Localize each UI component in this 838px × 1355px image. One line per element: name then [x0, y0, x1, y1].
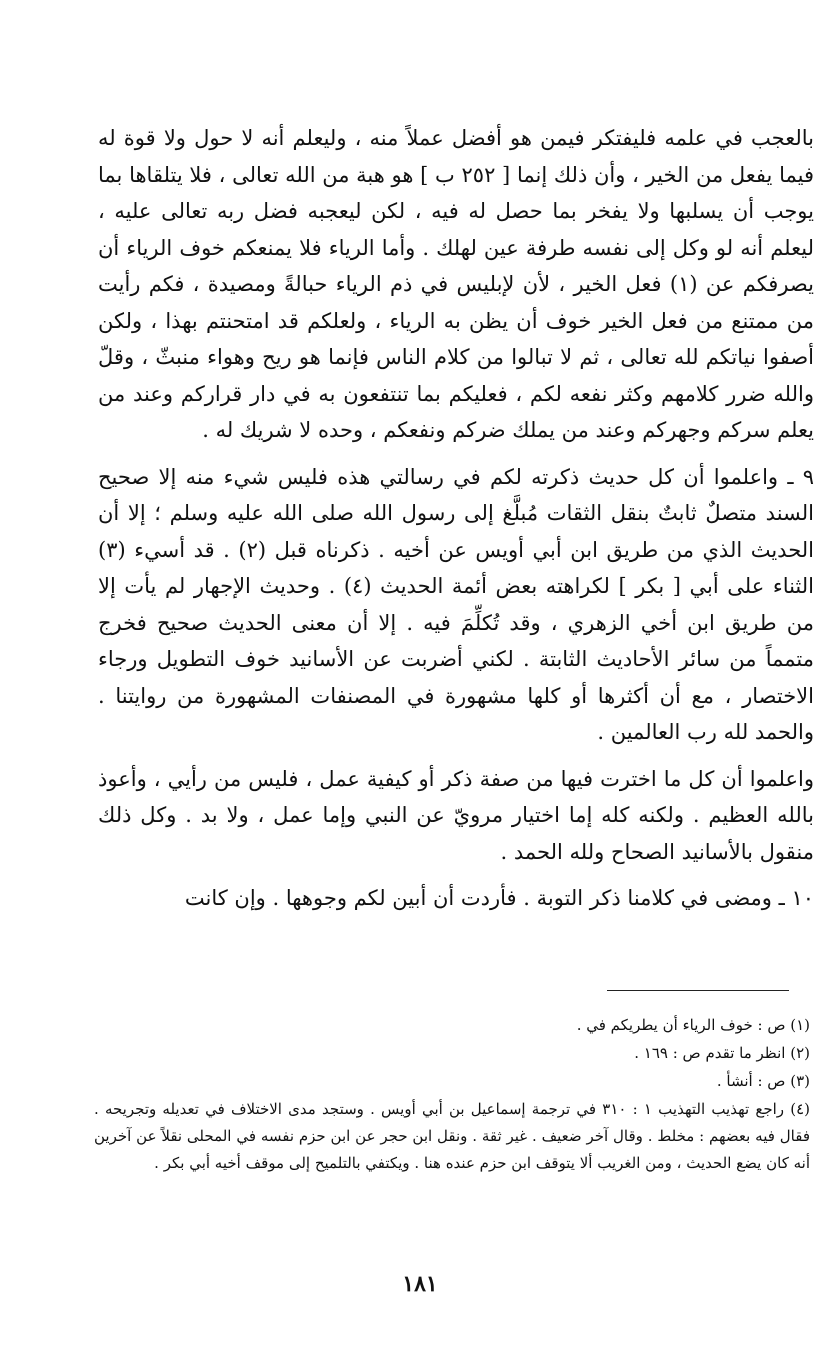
- footnote-4: (٤) راجع تهذيب التهذيب ١ : ٣١٠ في ترجمة إسماعيل بن أبي أويس . وستجد مدى الاختلاف في تعديله وتجريحه . فقال فيه بعضهم : مخلط . وقال آخر ضعيف . غير ثقة . ونقل ابن حجر عن ابن حزم نفسه في المحلى نقلاً عن آخرين أنه كان يضع الحديث ، ومن الغريب ألا يتوقف ابن حزم عنده هنا . ويكتفي بالتلميح إلى موقف أخيه أبي بكر .: [94, 1100, 811, 1172]
- main-text-block: [98, 120, 814, 927]
- footnote-1: (١) ص : خوف الرياء أن يطريكم في .: [576, 1016, 810, 1034]
- footnote-3: (٣) ص : أنشأ .: [716, 1072, 810, 1090]
- footnotes-block: [94, 1012, 810, 1178]
- paragraph-1: بالعجب في علمه فليفتكر فيمن هو أفضل عملاً منه ، وليعلم أنه لا حول ولا قوة له فيما يفعل من الخير ، وأن ذلك إنما [ ٢٥٢ ب ] هو هبة من الله تعالى ، فلا يتلقاها بما يوجب أن يسلبها ولا يفخر بما حصل له فيه ، لكن ليعجبه فضل ربه تعالى عليه ، ليعلم أنه لو وكل إلى نفسه طرفة عين لهلك . وأما الرياء فلا يمنعكم خوف الرياء أن يصرفكم عن (١) فعل الخير ، لأن لإبليس في ذم الرياء حبالةً ومصيدة ، فكم رأيت من ممتنع من فعل الخير خوف أن يظن به الرياء ، ولعلكم قد امتحنتم بهذا ، ولكن أصفوا نياتكم لله تعالى ، ثم لا تبالوا من كلام الناس فإنما هو ريح وهواء منبثّ ، وقلّ والله ضرر كلامهم وكثر نفعه لكم ، فعليكم بما تنتفعون به في دار قراركم وعند من يعلم سركم وجهركم وعند من يملك ضركم ونفعكم ، وحده لا شريك له .: [98, 126, 815, 442]
- paragraph-3: واعلموا أن كل ما اخترت فيها من صفة ذكر أو كيفية عمل ، فليس من رأيي ، وأعوذ بالله العظيم . ولكنه كله إما اختيار مرويّ عن النبي وإما عمل ، ولا بد . وكل ذلك منقول بالأسانيد الصحاح ولله الحمد .: [98, 766, 814, 864]
- page-number: ١٨١: [402, 1271, 438, 1297]
- footnote-2: (٢) انظر ما تقدم ص : ١٦٩ .: [634, 1044, 810, 1062]
- paragraph-2-item-9: ٩ ـ واعلموا أن كل حديث ذكرته لكم في رسالتي هذه فليس شيء منه إلا صحيح السند متصلٌ ثابتٌ بنقل الثقات مُبلَّغ إلى رسول الله صلى الله عليه وسلم ؛ إلا أن الحديث الذي من طريق ابن أبي أويس عن أخيه . ذكرناه قبل (٢) . قد أسيء (٣) الثناء على أبي [ بكر ] لكراهته بعض أئمة الحديث (٤) . وحديث الإجهار لم يأت إلا من طريق ابن أخي الزهري ، وقد تُكلِّمَ فيه . إلا أن معنى الحديث صحيح فخرج متمماً من سائر الأحاديث الثابتة . لكني أضربت عن الأسانيد خوف التطويل ورجاء الاختصار ، مع أن أكثرها أو كلها مشهورة في المصنفات المشهورة من روايتنا . والحمد لله رب العالمين .: [98, 464, 814, 744]
- paragraph-4-item-10: ١٠ ـ ومضى في كلامنا ذكر التوبة . فأردت أن أبين لكم وجوهها . وإن كانت: [184, 886, 814, 910]
- footnote-separator: [607, 990, 789, 991]
